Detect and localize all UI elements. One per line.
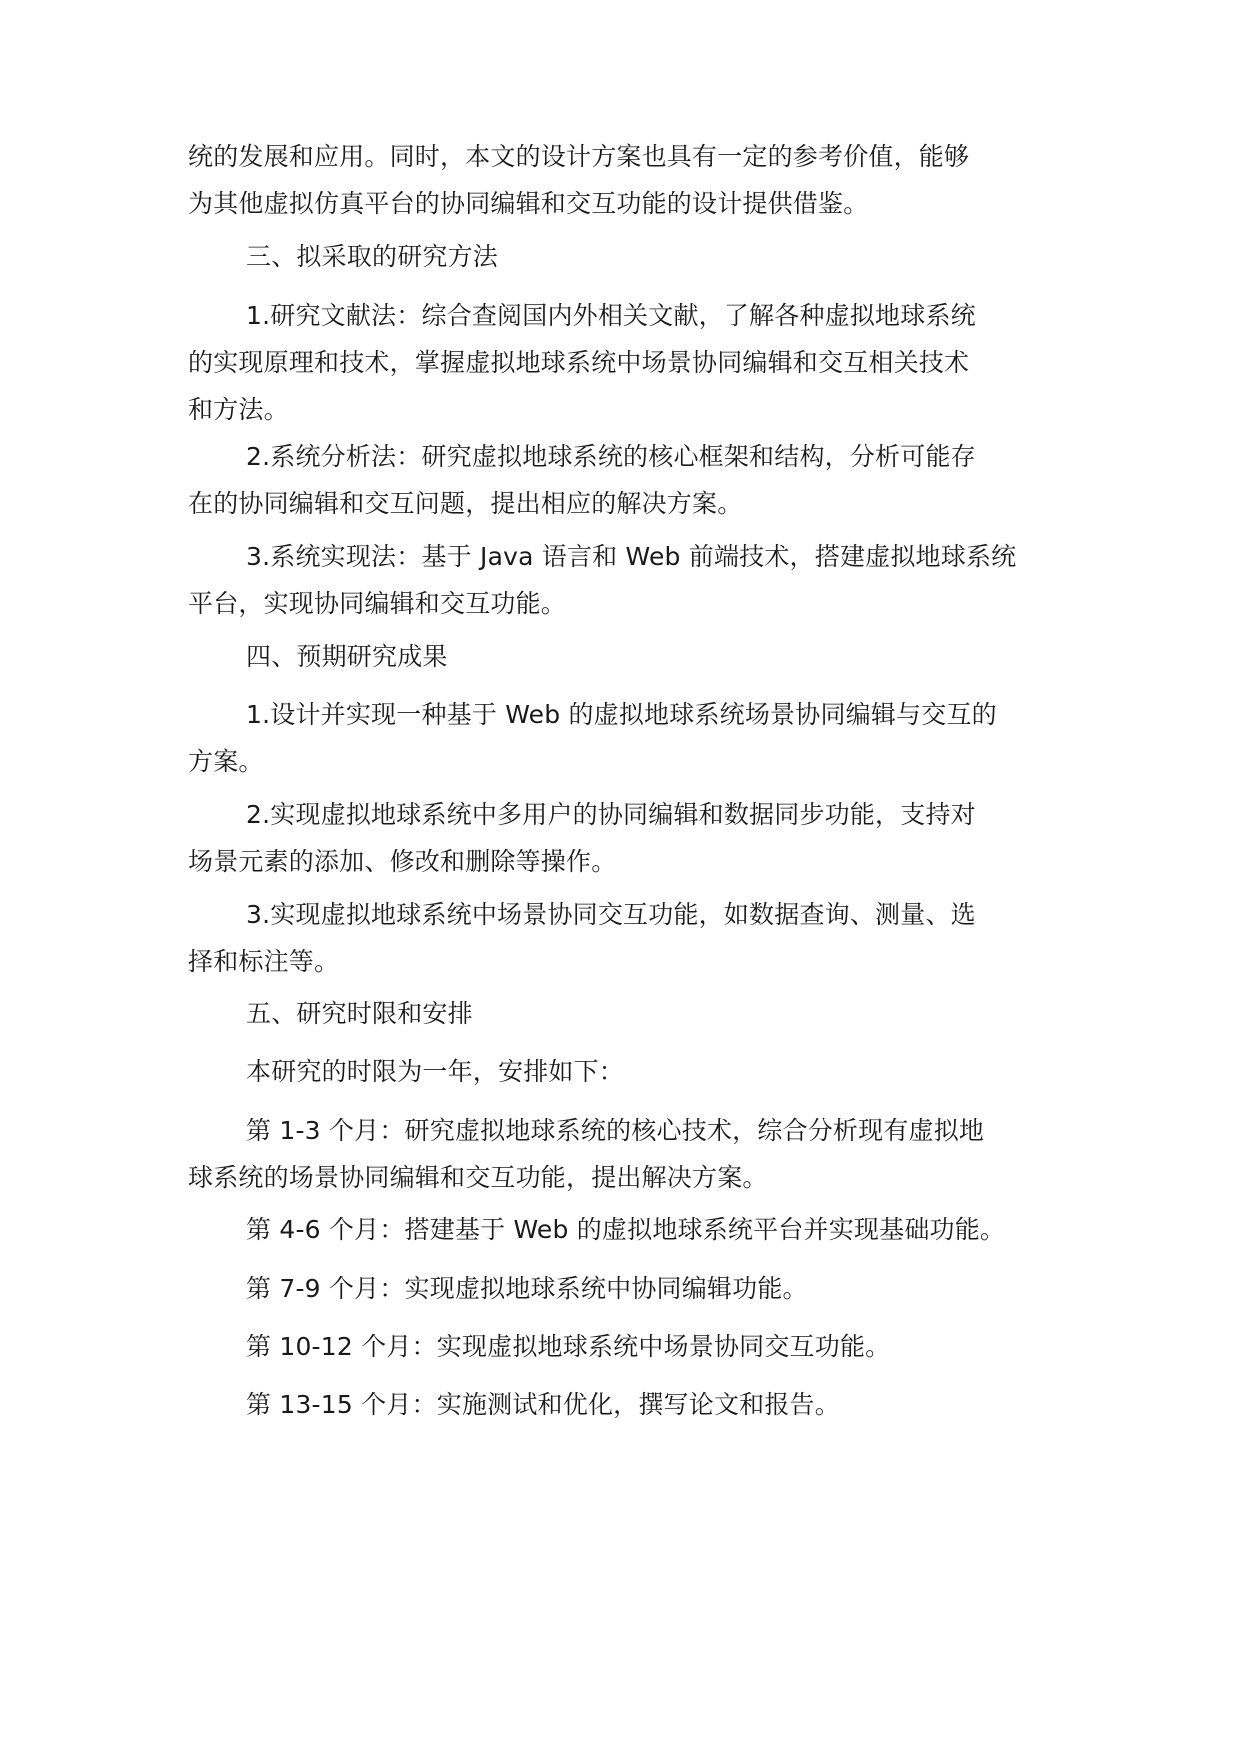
paragraph-schedule-4	[188, 1323, 1058, 1370]
section-heading-expected-results	[188, 633, 1058, 680]
text-line: 第 10-12 个月：实现虚拟地球系统中场景协同交互功能。	[246, 1332, 891, 1361]
paragraph-result-2	[188, 791, 1058, 885]
paragraph-method-2	[188, 433, 1058, 527]
text-line: 2.实现虚拟地球系统中多用户的协同编辑和数据同步功能，支持对	[246, 800, 976, 829]
heading-text: 四、预期研究成果	[246, 642, 448, 671]
heading-text: 三、拟采取的研究方法	[246, 242, 499, 271]
text-line: 1.研究文献法：综合查阅国内外相关文献，了解各种虚拟地球系统	[246, 301, 976, 330]
paragraph-schedule-2	[188, 1206, 1058, 1253]
text-line: 第 7-9 个月：实现虚拟地球系统中协同编辑功能。	[246, 1274, 808, 1303]
paragraph-schedule-5	[188, 1381, 1058, 1428]
text-line: 方案。	[188, 747, 264, 776]
text-line: 1.设计并实现一种基于 Web 的虚拟地球系统场景协同编辑与交互的	[246, 700, 997, 729]
text-line: 在的协同编辑和交互问题，提出相应的解决方案。	[188, 489, 743, 518]
paragraph-result-3	[188, 891, 1058, 985]
text-line: 的实现原理和技术，掌握虚拟地球系统中场景协同编辑和交互相关技术	[188, 348, 970, 377]
paragraph-continuation	[188, 133, 1058, 227]
paragraph-method-1	[188, 292, 1058, 433]
text-line: 平台，实现协同编辑和交互功能。	[188, 589, 567, 618]
paragraph-schedule-intro	[188, 1048, 1058, 1095]
paragraph-result-1	[188, 691, 1058, 785]
text-line: 3.实现虚拟地球系统中场景协同交互功能，如数据查询、测量、选	[246, 900, 976, 929]
text-line: 场景元素的添加、修改和删除等操作。	[188, 847, 617, 876]
text-line: 2.系统分析法：研究虚拟地球系统的核心框架和结构，分析可能存	[246, 442, 976, 471]
text-line: 为其他虚拟仿真平台的协同编辑和交互功能的设计提供借鉴。	[188, 189, 869, 218]
text-line: 3.系统实现法：基于 Java 语言和 Web 前端技术，搭建虚拟地球系统	[246, 542, 1017, 571]
paragraph-schedule-3	[188, 1265, 1058, 1312]
section-heading-schedule	[188, 990, 1058, 1037]
paragraph-schedule-1	[188, 1107, 1058, 1201]
text-line: 统的发展和应用。同时，本文的设计方案也具有一定的参考价值，能够	[188, 142, 970, 171]
text-line: 和方法。	[188, 395, 289, 424]
text-line: 第 4-6 个月：搭建基于 Web 的虚拟地球系统平台并实现基础功能。	[246, 1215, 1006, 1244]
text-line: 本研究的时限为一年，安排如下：	[246, 1057, 625, 1086]
text-line: 第 13-15 个月：实施测试和优化，撰写论文和报告。	[246, 1390, 840, 1419]
text-line: 择和标注等。	[188, 947, 340, 976]
paragraph-method-3	[188, 533, 1058, 627]
text-line: 球系统的场景协同编辑和交互功能，提出解决方案。	[188, 1163, 768, 1192]
text-line: 第 1-3 个月：研究虚拟地球系统的核心技术，综合分析现有虚拟地	[246, 1116, 985, 1145]
section-heading-research-methods	[188, 233, 1058, 280]
heading-text: 五、研究时限和安排	[246, 999, 473, 1028]
